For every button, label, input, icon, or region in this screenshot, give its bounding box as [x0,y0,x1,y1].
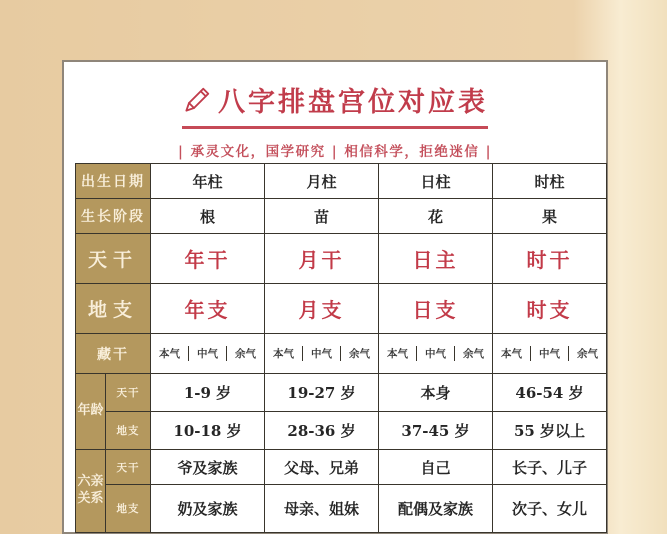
cell-year-stem: 年干 [151,234,265,284]
sub-label-branches: 地支 [106,485,151,533]
row-label-six-relations: 六亲关系 [76,450,106,533]
cell-self: 自己 [379,450,493,485]
pencil-icon [182,85,212,115]
cell-primary-qi: 本气 [501,348,522,360]
sub-label-stems: 天干 [106,450,151,485]
cell-age-19-27: 19-27 岁 [265,374,379,412]
table-row [76,450,607,485]
hidden-stems-year [151,334,265,374]
cell-month-branch: 月支 [265,284,379,334]
cell-age-46-54: 46-54 岁 [493,374,607,412]
cell-hour-branch: 时支 [493,284,607,334]
table-row [76,284,607,334]
cell-year-pillar: 年柱 [151,164,265,199]
cell-month-stem: 月干 [265,234,379,284]
cell-residual-qi: 余气 [568,346,606,361]
cell-age-self: 本身 [379,374,493,412]
table-row [76,334,607,374]
table-row [76,164,607,199]
table-row [76,374,607,412]
cell-middle-qi: 中气 [302,346,340,361]
table-row [76,234,607,284]
cell-age-37-45: 37-45 岁 [379,412,493,450]
poster-header [64,62,606,160]
cell-middle-qi: 中气 [188,346,226,361]
cell-age-10-18: 10-18 岁 [151,412,265,450]
cell-eldest-son: 长子、儿子 [493,450,607,485]
cell-day-pillar: 日柱 [379,164,493,199]
cell-age-28-36: 28-36 岁 [265,412,379,450]
row-label-earthly-branches: 地支 [76,284,151,334]
cell-hour-pillar: 时柱 [493,164,607,199]
cell-root: 根 [151,199,265,234]
row-label-heavenly-stems: 天干 [76,234,151,284]
row-label-growth-stage: 生长阶段 [76,199,151,234]
cell-age-1-9: 1-9 岁 [151,374,265,412]
cell-primary-qi: 本气 [387,348,408,360]
cell-sprout: 苗 [265,199,379,234]
cell-residual-qi: 余气 [454,346,492,361]
cell-day-master: 日主 [379,234,493,284]
cell-residual-qi: 余气 [340,346,378,361]
cell-primary-qi: 本气 [273,348,294,360]
row-label-hidden-stems: 藏干 [76,334,151,374]
cell-grandma-family: 奶及家族 [151,485,265,533]
cell-middle-qi: 中气 [416,346,454,361]
cell-residual-qi: 余气 [226,346,264,361]
cell-spouse-family: 配偶及家族 [379,485,493,533]
cell-hour-stem: 时干 [493,234,607,284]
page-subtitle: | 承灵文化，国学研究 | 相信科学，拒绝迷信 | [177,144,493,160]
table-row [76,199,607,234]
cell-grandpa-family: 爷及家族 [151,450,265,485]
cell-flower: 花 [379,199,493,234]
correspondence-table [75,163,607,533]
hidden-stems-hour [493,334,607,374]
cell-fruit: 果 [493,199,607,234]
cell-year-branch: 年支 [151,284,265,334]
row-label-birth-date: 出生日期 [76,164,151,199]
cell-age-55-plus: 55 岁以上 [493,412,607,450]
cell-second-son-daughter: 次子、女儿 [493,485,607,533]
hidden-stems-month [265,334,379,374]
page-title: 八字排盘宫位对应表 [218,87,488,118]
sub-label-stems: 天干 [106,374,151,412]
row-label-age: 年龄 [76,374,106,450]
cell-parents-brothers: 父母、兄弟 [265,450,379,485]
cell-middle-qi: 中气 [530,346,568,361]
cell-day-branch: 日支 [379,284,493,334]
sub-label-branches: 地支 [106,412,151,450]
table-row [76,412,607,450]
cell-mother-sisters: 母亲、姐妹 [265,485,379,533]
cell-primary-qi: 本气 [159,348,180,360]
hidden-stems-day [379,334,493,374]
cell-month-pillar: 月柱 [265,164,379,199]
poster-card [62,60,608,534]
title-underline [182,80,488,129]
table-row [76,485,607,533]
